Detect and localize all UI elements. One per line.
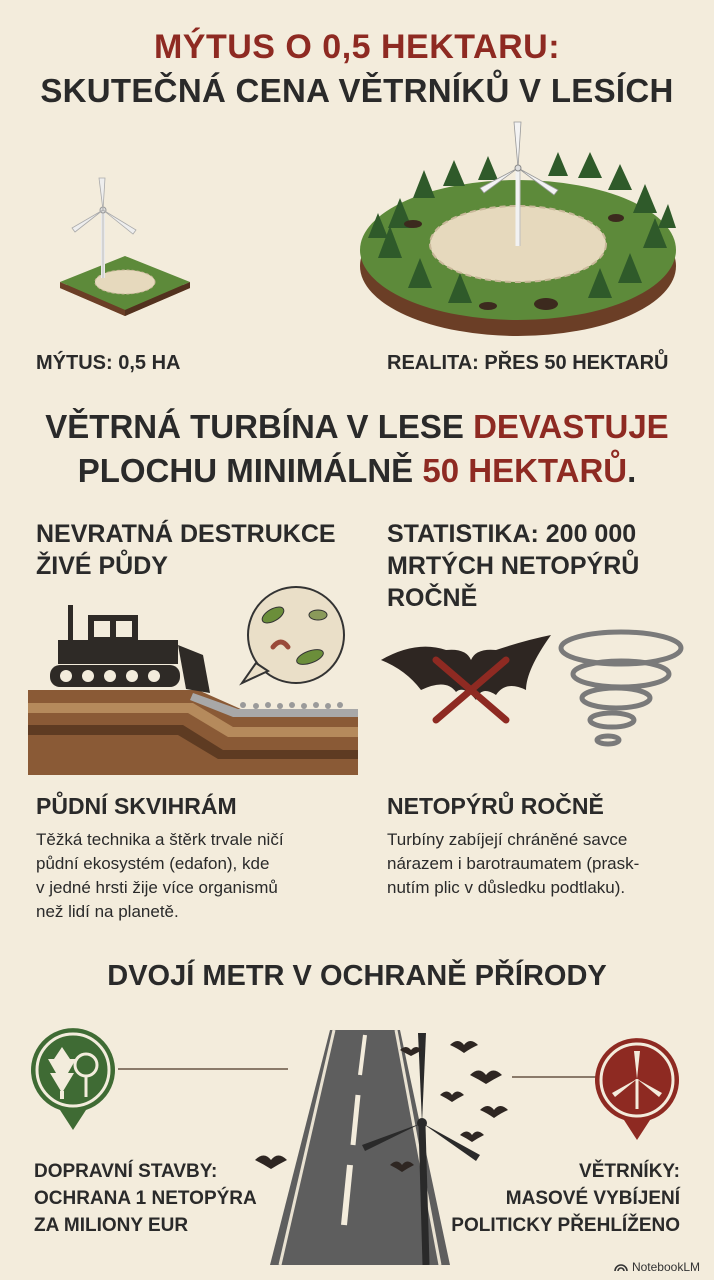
main-title-line2: SKUTEČNÁ CENA VĚTRNÍKŮ V LESÍCH — [40, 72, 674, 109]
trees-pin-icon — [28, 1025, 118, 1135]
bulldozer-soil-illustration — [28, 585, 358, 775]
myth-label: MÝTUS: 0,5 HA — [36, 352, 181, 374]
forest-clearing-turbine-illustration — [358, 118, 678, 338]
transport-construction-text: DOPRAVNÍ STAVBY: OCHRANA 1 NETOPÝRA ZA MILIONY EUR — [34, 1161, 257, 1236]
bat-description: Turbíny zabíjejí chráněné savce nárazem i barotraumatem (prask- nutím plic v důsledku podtlaku). — [387, 830, 640, 897]
bat-section-heading: STATISTIKA: 200 000 MRTÝCH NETOPÝRŮ ROČNĚ — [387, 520, 640, 612]
double-standard-heading: DVOJÍ METR V OCHRANĚ PŘÍRODY — [107, 960, 607, 992]
small-plot-turbine-illustration — [50, 170, 200, 320]
bat-subheading: NETOPÝRŮ ROČNĚ — [387, 793, 604, 819]
soil-description: Těžká technika a štěrk trvale ničí půdní ekosystém (edafon), kde v jedné hrsti žije více organismů než lidí na planetě. — [36, 830, 284, 921]
notebooklm-branding: NotebookLM — [614, 1260, 700, 1274]
wind-turbines-text: VĚTRNÍKY: MASOVÉ VYBÍJENÍ POLITICKY PŘEHLÍŽENO — [451, 1161, 680, 1236]
main-title-line1: MÝTUS O 0,5 HEKTARU: — [153, 28, 561, 66]
soil-section-heading: NEVRATNÁ DESTRUKCE ŽIVÉ PŮDY — [36, 520, 336, 580]
headline-line1: VĚTRNÁ TURBÍNA V LESE DEVASTUJE — [45, 408, 669, 445]
bat-tornado-illustration — [376, 620, 686, 770]
left-connector-line — [118, 1068, 288, 1070]
soil-subheading: PŮDNÍ SKVIHRÁM — [36, 793, 237, 819]
notebooklm-logo-icon — [614, 1262, 628, 1272]
wind-turbine-pin-icon — [592, 1035, 682, 1145]
reality-label: REALITA: PŘES 50 HEKTARŮ — [387, 352, 669, 374]
headline-line2: PLOCHU MINIMÁLNĚ 50 HEKTARŮ. — [77, 452, 637, 489]
right-connector-line — [512, 1076, 598, 1078]
